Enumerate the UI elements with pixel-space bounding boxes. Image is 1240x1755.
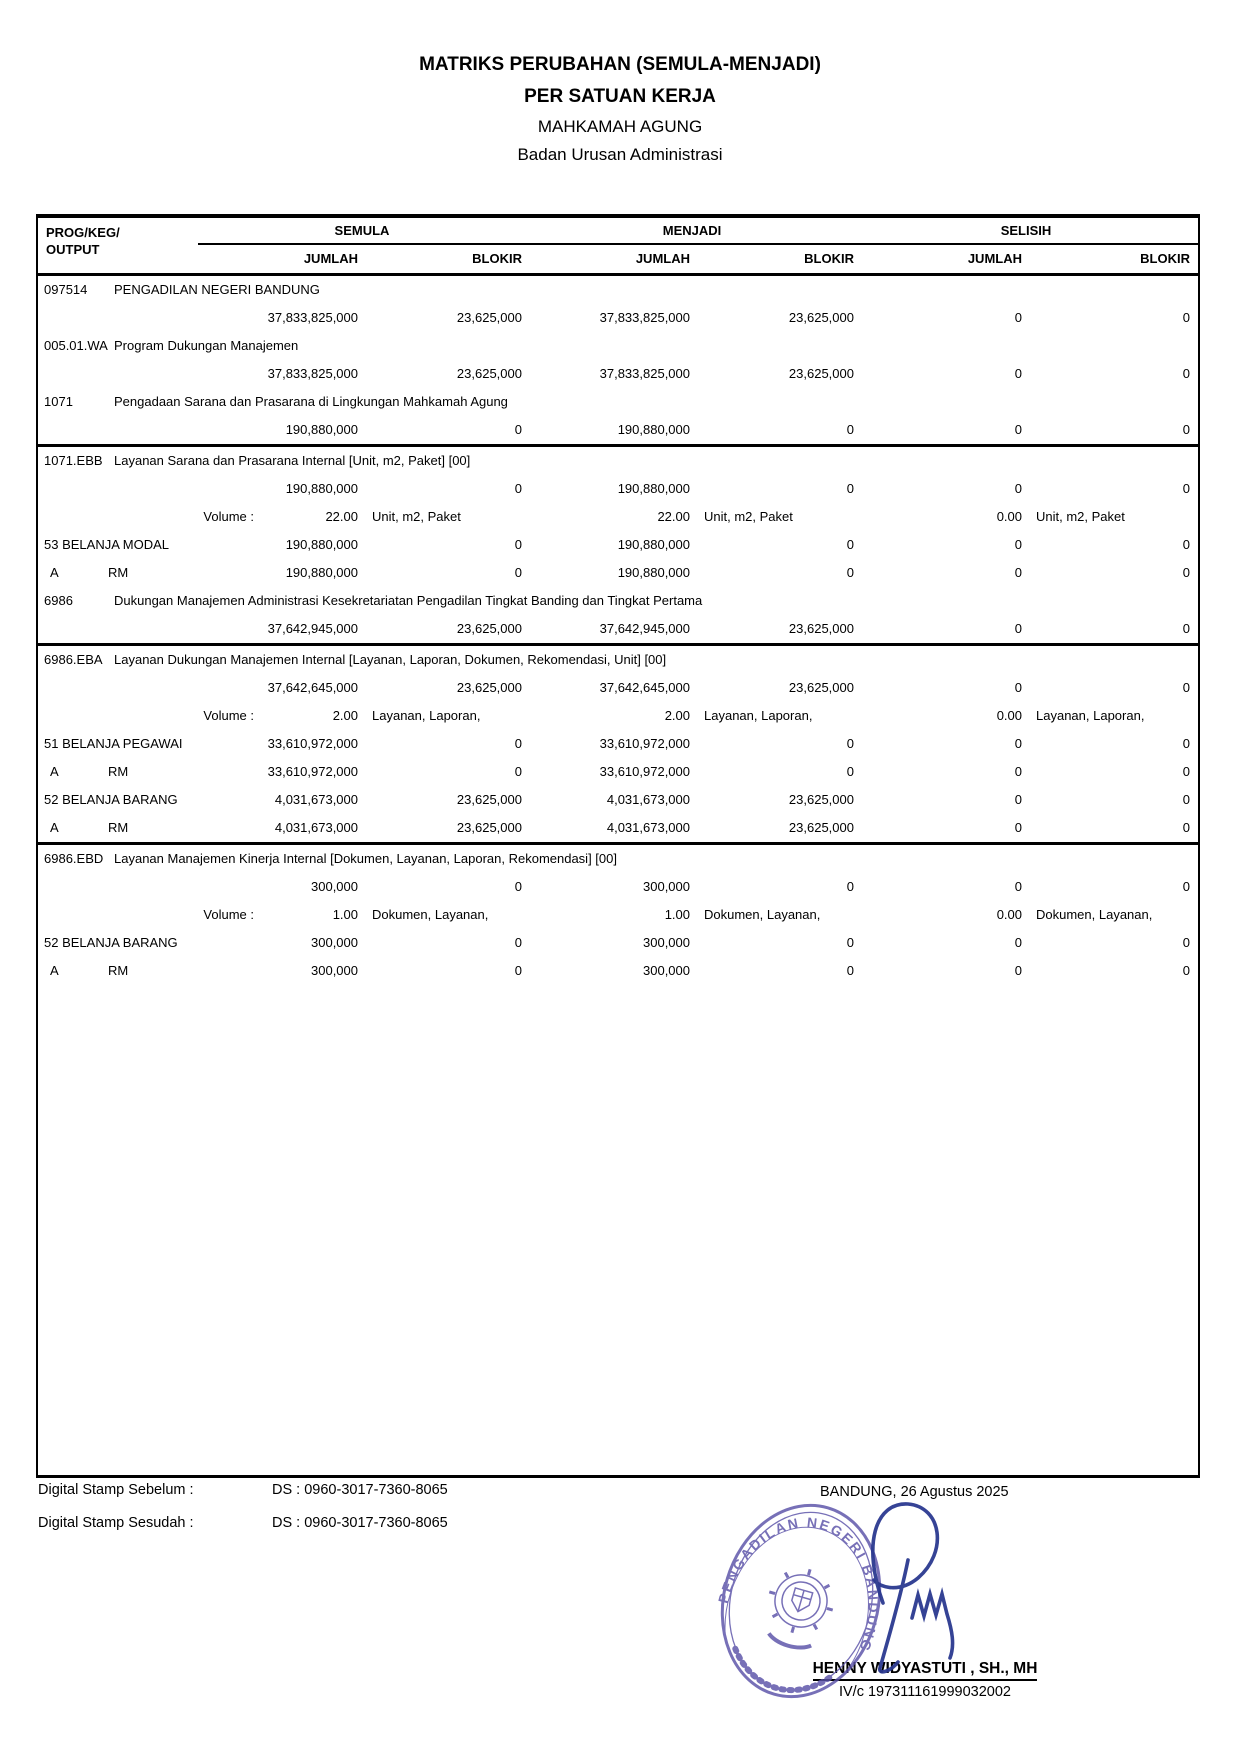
- funding-label: [38, 957, 198, 985]
- sub-header-0: JUMLAH: [303, 251, 358, 266]
- digital-stamp-before-label: Digital Stamp Sebelum :: [38, 1482, 194, 1498]
- amount-cell: 0: [1014, 310, 1022, 325]
- amount-cell: 0: [1014, 935, 1022, 950]
- volume-label: Volume :: [203, 708, 254, 723]
- amount-cell: 0: [846, 565, 854, 580]
- program-title: Layanan Sarana dan Prasarana Internal [Unit, m2, Paket] [00]: [114, 453, 471, 468]
- amount-cell: 23,625,000: [456, 621, 522, 636]
- amount-cell: 0: [1182, 537, 1190, 552]
- amount-cell: 23,625,000: [788, 680, 854, 695]
- funding-row: [38, 957, 1198, 985]
- amount-cell: 33,610,972,000: [267, 764, 358, 779]
- row-label: [38, 674, 198, 702]
- amount-cell: 23,625,000: [456, 366, 522, 381]
- funding-row: [38, 758, 1198, 786]
- amount-cell: 300,000: [311, 963, 358, 978]
- amount-cell: 33,610,972,000: [599, 764, 690, 779]
- program-label-row: [38, 646, 1198, 674]
- stamp-and-signature: [640, 1465, 1070, 1755]
- amount-cell: 0: [514, 565, 522, 580]
- funding-label: [38, 814, 198, 842]
- signer-name: [735, 1660, 1115, 1681]
- document-title-line1: MATRIKS PERUBAHAN (SEMULA-MENJADI): [419, 54, 821, 75]
- amount-cell: 0: [846, 537, 854, 552]
- program-code: 6986.EBA: [44, 652, 103, 667]
- values-row: [38, 873, 1198, 901]
- amount-cell: 0: [846, 481, 854, 496]
- program-code: 005.01.WA: [44, 338, 108, 353]
- signer-rank-nip: IV/c 197311161999032002: [838, 1684, 1011, 1700]
- table-section: [38, 643, 1198, 842]
- amount-cell: 0: [514, 963, 522, 978]
- expense-label: 51 BELANJA PEGAWAI: [44, 736, 183, 751]
- program-label-row: [38, 276, 1198, 304]
- volume-unit: Unit, m2, Paket: [372, 509, 461, 524]
- expense-row: [38, 929, 1198, 957]
- values-row: [38, 615, 1198, 643]
- values-row: [38, 475, 1198, 503]
- funding-code: A: [50, 963, 59, 978]
- amount-cell: 23,625,000: [788, 310, 854, 325]
- amount-cell: 0: [1014, 792, 1022, 807]
- funding-code: A: [50, 764, 59, 779]
- volume-unit: Dokumen, Layanan,: [372, 907, 489, 922]
- program-title: Layanan Manajemen Kinerja Internal [Dokumen, Layanan, Laporan, Rekomendasi] [00]: [114, 851, 617, 866]
- program-title: PENGADILAN NEGERI BANDUNG: [114, 282, 320, 297]
- volume-row: [38, 702, 1198, 730]
- amount-cell: 190,880,000: [617, 422, 690, 437]
- amount-cell: 0: [1182, 366, 1190, 381]
- amount-cell: 190,880,000: [617, 537, 690, 552]
- place-and-date: BANDUNG, 26 Agustus 2025: [820, 1484, 1009, 1500]
- volume-label: Volume :: [203, 907, 254, 922]
- amount-cell: 300,000: [643, 935, 690, 950]
- volume-value: 0.00: [996, 509, 1022, 524]
- amount-cell: 0: [1182, 481, 1190, 496]
- funding-label: [38, 758, 198, 786]
- amount-cell: 37,642,945,000: [599, 621, 690, 636]
- amount-cell: 0: [1014, 879, 1022, 894]
- program-code: 6986: [44, 593, 73, 608]
- volume-value: 1.00: [664, 907, 690, 922]
- values-row: [38, 360, 1198, 388]
- amount-cell: 0: [1182, 963, 1190, 978]
- svg-text:PENGADILAN NEGERI BANDUNG: [712, 1494, 905, 1655]
- digital-stamp-after-label: Digital Stamp Sesudah :: [38, 1515, 194, 1531]
- amount-cell: 190,880,000: [617, 565, 690, 580]
- amount-cell: 0: [1182, 565, 1190, 580]
- amount-cell: 0: [846, 963, 854, 978]
- document-header: [0, 54, 1240, 165]
- expense-label: 53 BELANJA MODAL: [44, 537, 169, 552]
- corner-spacer: [38, 218, 198, 244]
- amount-cell: 23,625,000: [456, 680, 522, 695]
- amount-cell: 0: [514, 422, 522, 437]
- volume-unit: Layanan, Laporan,: [372, 708, 481, 723]
- amount-cell: 0: [1014, 422, 1022, 437]
- table-section: [38, 444, 1198, 643]
- volume-unit: Unit, m2, Paket: [1036, 509, 1125, 524]
- amount-cell: 37,833,825,000: [599, 366, 690, 381]
- amount-cell: 0: [1014, 565, 1022, 580]
- amount-cell: 0: [514, 879, 522, 894]
- table-header: [38, 218, 1198, 276]
- amount-cell: 37,642,945,000: [267, 621, 358, 636]
- program-title: Program Dukungan Manajemen: [114, 338, 299, 353]
- amount-cell: 190,880,000: [285, 537, 358, 552]
- program-code: 6986.EBD: [44, 851, 104, 866]
- amount-cell: 300,000: [643, 879, 690, 894]
- program-label-row: [38, 332, 1198, 360]
- funding-code: A: [50, 820, 59, 835]
- amount-cell: 23,625,000: [456, 820, 522, 835]
- amount-cell: 0: [514, 481, 522, 496]
- volume-unit: Unit, m2, Paket: [704, 509, 793, 524]
- values-row: [38, 304, 1198, 332]
- signer-name-text: HENNY WIDYASTUTI , SH., MH: [813, 1660, 1038, 1681]
- amount-cell: 300,000: [311, 935, 358, 950]
- amount-cell: 0: [1014, 481, 1022, 496]
- program-label-row: [38, 447, 1198, 475]
- amount-cell: 0: [1014, 537, 1022, 552]
- row-label: [38, 416, 198, 444]
- funding-code: A: [50, 565, 59, 580]
- group-header-row: [38, 218, 1198, 244]
- amount-cell: 4,031,673,000: [606, 792, 690, 807]
- volume-unit: Dokumen, Layanan,: [1036, 907, 1153, 922]
- amount-cell: 0: [1182, 310, 1190, 325]
- volume-row: [38, 503, 1198, 531]
- amount-cell: 0: [846, 879, 854, 894]
- row-label: [38, 475, 198, 503]
- amount-cell: 0: [514, 935, 522, 950]
- sub-header-spacer: [38, 245, 198, 273]
- amount-cell: 37,833,825,000: [599, 310, 690, 325]
- program-code: 1071: [44, 394, 73, 409]
- program-title: Layanan Dukungan Manajemen Internal [Layanan, Laporan, Dokumen, Rekomendasi, Unit] [00]: [114, 652, 667, 667]
- volume-unit: Layanan, Laporan,: [1036, 708, 1145, 723]
- group-header-selisih: SELISIH: [1000, 223, 1052, 238]
- amount-cell: 0: [1182, 764, 1190, 779]
- amount-cell: 0: [1182, 680, 1190, 695]
- group-header-semula: SEMULA: [334, 223, 390, 238]
- amount-cell: 300,000: [311, 879, 358, 894]
- expense-label: 52 BELANJA BARANG: [44, 935, 178, 950]
- program-label-row: [38, 388, 1198, 416]
- amount-cell: 37,833,825,000: [267, 310, 358, 325]
- amount-cell: 33,610,972,000: [267, 736, 358, 751]
- digital-stamp-before-value: DS : 0960-3017-7360-8065: [272, 1482, 448, 1498]
- amount-cell: 23,625,000: [788, 621, 854, 636]
- stamp-emblem-icon: [756, 1560, 841, 1655]
- expense-row: [38, 531, 1198, 559]
- handwritten-signature: [873, 1504, 953, 1672]
- amount-cell: 23,625,000: [456, 310, 522, 325]
- funding-source: RM: [108, 963, 129, 978]
- unit-name: Badan Urusan Administrasi: [517, 145, 723, 164]
- amount-cell: 0: [1014, 621, 1022, 636]
- volume-unit: Dokumen, Layanan,: [704, 907, 821, 922]
- program-label-row: [38, 587, 1198, 615]
- funding-row: [38, 814, 1198, 842]
- institution-name: MAHKAMAH AGUNG: [537, 117, 703, 136]
- funding-label: [38, 559, 198, 587]
- amount-cell: 0: [514, 736, 522, 751]
- amount-cell: 33,610,972,000: [599, 736, 690, 751]
- amount-cell: 0: [1182, 935, 1190, 950]
- volume-value: 0.00: [996, 907, 1022, 922]
- amount-cell: 0: [514, 537, 522, 552]
- amount-cell: 0: [846, 764, 854, 779]
- amount-cell: 0: [1182, 820, 1190, 835]
- volume-label: Volume :: [203, 509, 254, 524]
- digital-stamp-after-value: DS : 0960-3017-7360-8065: [272, 1515, 448, 1531]
- program-label-row: [38, 845, 1198, 873]
- budget-change-matrix-table: [36, 214, 1200, 1478]
- amount-cell: 0: [846, 935, 854, 950]
- funding-row: [38, 559, 1198, 587]
- amount-cell: 0: [846, 422, 854, 437]
- amount-cell: 4,031,673,000: [606, 820, 690, 835]
- program-code: 097514: [44, 282, 88, 297]
- row-label: [38, 615, 198, 643]
- amount-cell: 37,833,825,000: [267, 366, 358, 381]
- amount-cell: 190,880,000: [617, 481, 690, 496]
- volume-value: 22.00: [325, 509, 358, 524]
- amount-cell: 0: [1182, 621, 1190, 636]
- funding-source: RM: [108, 565, 129, 580]
- stamp-text: PENGADILAN NEGERI BANDUNG: [714, 1514, 882, 1655]
- amount-cell: 190,880,000: [285, 481, 358, 496]
- volume-unit: Layanan, Laporan,: [704, 708, 813, 723]
- expense-row: [38, 786, 1198, 814]
- amount-cell: 0: [514, 764, 522, 779]
- expense-label: 52 BELANJA BARANG: [44, 792, 178, 807]
- amount-cell: 0: [1182, 792, 1190, 807]
- amount-cell: 37,642,645,000: [599, 680, 690, 695]
- volume-value: 22.00: [657, 509, 690, 524]
- funding-source: RM: [108, 764, 129, 779]
- amount-cell: 0: [1182, 736, 1190, 751]
- amount-cell: 0: [846, 736, 854, 751]
- amount-cell: 0: [1014, 963, 1022, 978]
- table-section: [38, 276, 1198, 444]
- expense-row: [38, 730, 1198, 758]
- amount-cell: 23,625,000: [788, 366, 854, 381]
- amount-cell: 0: [1014, 680, 1022, 695]
- sub-header-4: JUMLAH: [967, 251, 1022, 266]
- corner-line1: PROG/KEG/: [46, 225, 120, 240]
- program-title: Dukungan Manajemen Administrasi Kesekretariatan Pengadilan Tingkat Banding dan Tingkat Pertama: [114, 593, 703, 608]
- sub-header-2: JUMLAH: [635, 251, 690, 266]
- sub-header-row: [38, 245, 1198, 273]
- amount-cell: 300,000: [643, 963, 690, 978]
- row-label: [38, 360, 198, 388]
- volume-value: 2.00: [332, 708, 358, 723]
- amount-cell: 23,625,000: [788, 792, 854, 807]
- sub-header-3: BLOKIR: [804, 251, 854, 266]
- volume-value: 2.00: [664, 708, 690, 723]
- values-row: [38, 674, 1198, 702]
- program-title: Pengadaan Sarana dan Prasarana di Lingkungan Mahkamah Agung: [114, 394, 508, 409]
- document-title-line2: PER SATUAN KERJA: [524, 86, 716, 107]
- amount-cell: 4,031,673,000: [274, 820, 358, 835]
- table-section: [38, 842, 1198, 1475]
- sub-header-1: BLOKIR: [472, 251, 522, 266]
- sub-header-5: BLOKIR: [1140, 251, 1190, 266]
- official-round-stamp-icon: [694, 1485, 907, 1717]
- amount-cell: 0: [1014, 764, 1022, 779]
- amount-cell: 0: [1014, 820, 1022, 835]
- amount-cell: 0: [1182, 879, 1190, 894]
- row-label: [38, 873, 198, 901]
- group-header-menjadi: MENJADI: [662, 223, 722, 238]
- amount-cell: 0: [1182, 422, 1190, 437]
- funding-source: RM: [108, 820, 129, 835]
- amount-cell: 23,625,000: [456, 792, 522, 807]
- volume-row: [38, 901, 1198, 929]
- corner-line2: OUTPUT: [46, 242, 100, 257]
- amount-cell: 190,880,000: [285, 565, 358, 580]
- volume-value: 0.00: [996, 708, 1022, 723]
- volume-value: 1.00: [332, 907, 358, 922]
- table-body: [38, 276, 1198, 1475]
- program-code: 1071.EBB: [44, 453, 103, 468]
- amount-cell: 37,642,645,000: [267, 680, 358, 695]
- amount-cell: 0: [1014, 736, 1022, 751]
- amount-cell: 23,625,000: [788, 820, 854, 835]
- amount-cell: 4,031,673,000: [274, 792, 358, 807]
- amount-cell: 0: [1014, 366, 1022, 381]
- values-row: [38, 416, 1198, 444]
- amount-cell: 190,880,000: [285, 422, 358, 437]
- row-label: [38, 304, 198, 332]
